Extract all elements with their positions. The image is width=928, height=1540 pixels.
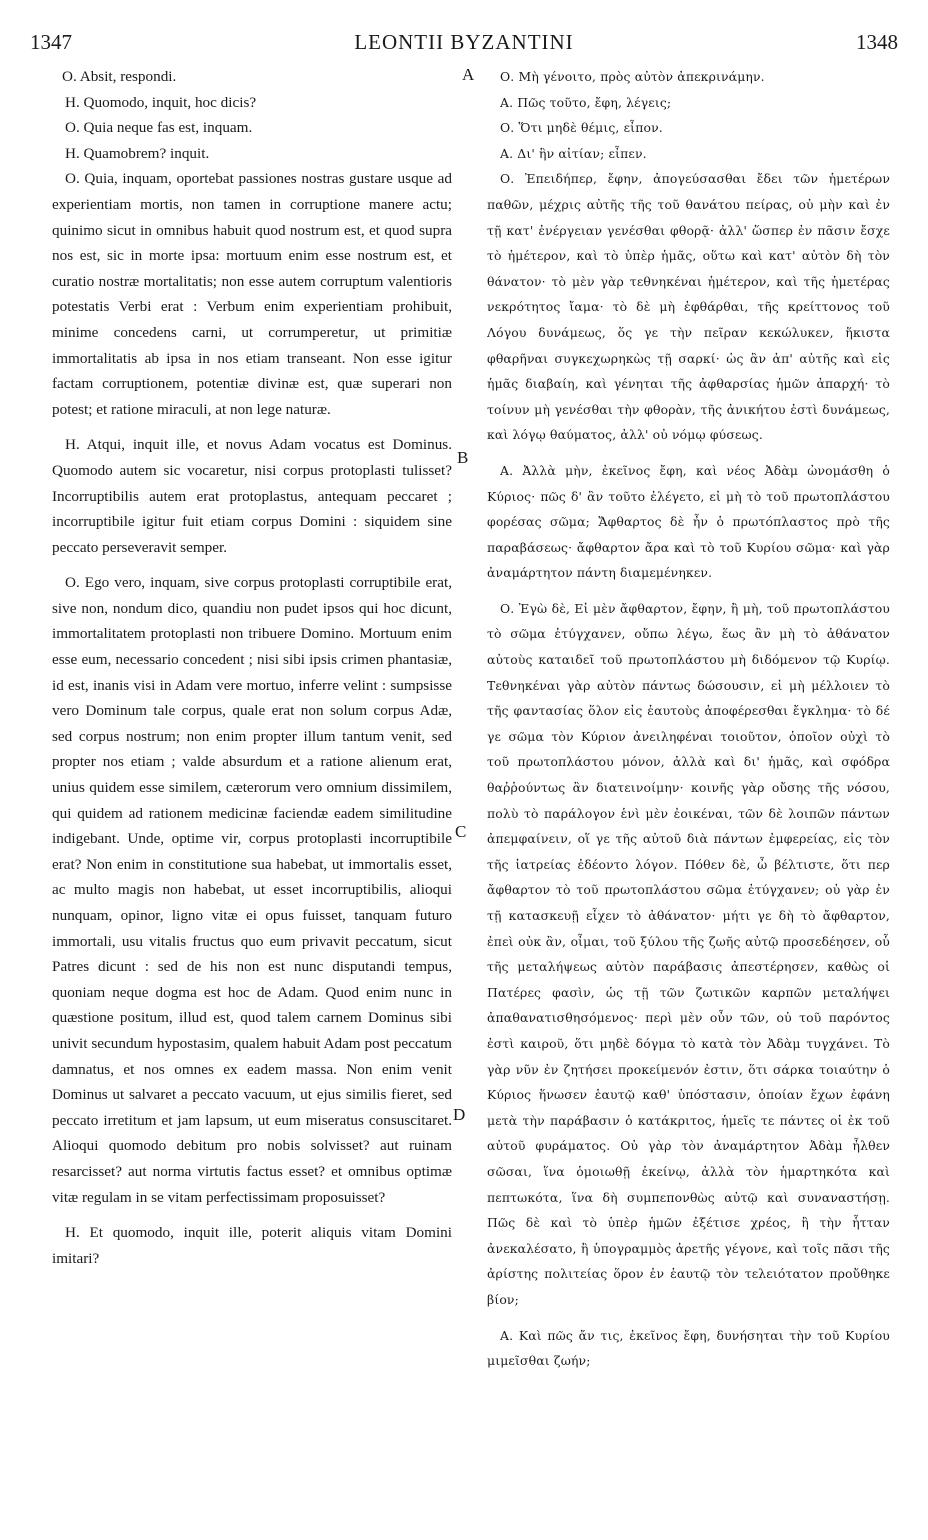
greek-line: Α. Δι' ἣν αἰτίαν; εἶπεν.	[500, 145, 647, 161]
greek-paragraph: Ο. Ἐγὼ δὲ, Εἰ μὲν ἄφθαρτον, ἔφην, ἢ μὴ, τοῦ πρωτοπλάστου τὸ σῶμα ἐτύγχανεν, οὔπω λέγω, ἕως ἂν μὴ τὸ ἀθάνατον αὐτοὺς καταιδεῖ τοῦ πρωτοπλάστου μὴ διδόμενον τῷ Κυρίῳ. Τεθνηκέναι γὰρ αὐτὸν πάντως δώσουσιν, εἰ μὴ μέλλοιεν τὸ τῆς φαντασίας ὅλον εἰς ἑαυτοὺς ἀποφέρεσθαι ἔγκλημα· τὸ δέ γε σῶμα τὸν Κύριον ἀνειληφέναι τοιοῦτον, ὁποῖον οὐχὶ τὸ τοῦ πρωτοπλάστου μόνον, ἀλλὰ καὶ δι' ἡμᾶς, καὶ σφόδρα θαῤῥούντως ἂν διατεινοίμην· κοινῆς γὰρ οὔσης τῆς νόσου, πολὺ τὸ παράλογον ἑνὶ μὲν ἐοικέναι, τῶν δὲ λοιπῶν πάντων ἀπεμφαίνειν, οἵ γε τῆς αὐτοῦ διὰ πάντων ἐμφερείας, εἰς τὸν τῆς ἰατρείας ἐδέοντο λόγον. Πόθεν δὲ, ὦ βέλτιστε, ὅτι περ ἄφθαρτον τὸ τοῦ πρωτοπλάστου σῶμα ἐτύγχανεν; οὐ γὰρ ἐν τῇ κατασκευῇ εἶχεν τὸ ἀθάνατον· μήτι γε δὴ τὸ ἄφθαρτον, ἐπεὶ οὐκ ἂν, οἶμαι, τοῦ ξύλου τῆς ζωῆς αὐτῷ προσεδέησεν, οὗ τῆς μεταλήψεως αὐτὸν παράβασις ἀπεστέρησεν, καθὼς οἱ Πατέρες φασὶν, ὡς τῇ τῶν ζωτικῶν καρπῶν μεταλήψει ἀπαθανατισθησόμενος· περὶ μὲν οὖν τῶν, οὐ τοῦ παρόντος ἐστὶ καιροῦ, ὅτι μηδὲ δόγμα τὸ κατὰ τὸν Ἀδὰμ τυγχάνει. Τὸ γὰρ νῦν ἐν ζητήσει προκείμενόν ἐστιν, ὅτι σάρκα τοιαύτην ὁ Κύριος ἥνωσεν ἑαυτῷ καθ' ὑπόστασιν, ὁποίαν ἔχων ἐφάνη μετὰ τὴν παράβασιν ὁ κατάκριτος, ἡμεῖς τε πάντες οἱ ἐκ τοῦ αὐτοῦ φυράματος. Οὐ γὰρ τὸν ἀναμάρτητον Ἀδὰμ ἦλθεν σῶσαι, ἵνα ὁμοιωθῇ ἐκείνῳ, ἀλλὰ τὸν ἡμαρτηκότα καὶ πεπτωκότα, ἵνα δὴ συμπεπονθὼς αὐτῷ καὶ συναναστήσῃ. Πῶς δὲ καὶ τὸ ὑπὲρ ἡμῶν ἐξέτισε χρέος, ἢ τὴν ἧτταν ἀνεκαλέσατο, ἢ ὑπογραμμὸς ἀρετῆς γέγονε, καὶ τοῖς πᾶσι τῆς ἀρίστης πολιτείας ὅρον ἐν ἑαυτῷ τὸν τελειότατον προὔθηκε βίον;	[487, 600, 890, 1307]
latin-paragraph: H. Et quomodo, inquit ille, poterit aliquis vitam Domini imitari?	[52, 1224, 452, 1267]
latin-line: H. Quamobrem? inquit.	[65, 144, 210, 162]
page-number-left: 1347	[30, 30, 72, 54]
latin-line: O. Absit, respondi.	[62, 68, 177, 85]
section-marker-d: D	[453, 1105, 466, 1124]
greek-paragraph: Α. Ἀλλὰ μὴν, ἐκεῖνος ἔφη, καὶ νέος Ἀδὰμ ὠνομάσθη ὁ Κύριος· πῶς δ' ἂν τοῦτο ἐλέγετο, εἰ μὴ τὸ τοῦ πρωτοπλάστου φορέσας σῶμα; Ἄφθαρτος δὲ ἦν ὁ πρωτόπλαστος πρὸ τῆς παραβάσεως· ἄφθαρτον ἄρα καὶ τὸ τοῦ Κυρίου σῶμα· καὶ γὰρ ἀναμάρτητον πάντη διαμεμένηκεν.	[487, 462, 890, 581]
greek-paragraph: Ο. Ἐπειδήπερ, ἔφην, ἀπογεύσασθαι ἔδει τῶν ἡμετέρων παθῶν, μέχρις αὐτῆς τῆς τοῦ θανάτου πείρας, οὐ μὴν καὶ ἐν τῇ κατ' ἐνέργειαν γενέσθαι φθορᾷ· ἀλλ' ὥσπερ ἐν πᾶσιν ἔσχε τὸ ἡμέτερον, καὶ τὸ ὑπὲρ ἡμᾶς, οὕτω καὶ κατ' αὐτὸν δὴ τὸν θάνατον· τὸ μὲν γὰρ τεθνηκέναι ἡμέτερον, καὶ τῆς ἡμετέρας νεκρότητος ἴαμα· τὸ δὲ μὴ ἐφθάρθαι, τῆς κρείττονος τοῦ Λόγου δυνάμεως, ὅς γε τὴν πεῖραν κεκώλυκεν, ἥκιστα φθαρῆναι συγκεχωρηκὼς τῇ σαρκί· ὡς ἂν ἀπ' αὐτῆς καὶ εἰς ἡμᾶς διαβαίη, καὶ γένηται τῆς ἀφθαρσίας ἡμῶν ἀπαρχή· τὸ τοίνυν μὴ γενέσθαι τὴν φθορὰν, τῆς ἀνικήτου ἐστὶ δυνάμεως, καὶ λόγῳ θαύματος, ἀλλ' οὐ νόμῳ φύσεως.	[487, 171, 890, 443]
latin-paragraph: H. Atqui, inquit ille, et novus Adam vocatus est Dominus. Quomodo autem sic vocaretur, nisi corpus protoplasti tulisset? Incorruptibilis autem erat protoplastus, antequam peccaret ; incorruptibile igitur fuit etiam corpus Domini : siquidem sine peccato perseveravit semper.	[52, 436, 452, 556]
section-marker-a: A	[462, 65, 475, 84]
greek-line: Α. Πῶς τοῦτο, ἔφη, λέγεις;	[500, 94, 672, 110]
running-title: LEONTII BYZANTINI	[354, 30, 574, 54]
greek-paragraph: Α. Καὶ πῶς ἄν τις, ἐκεῖνος ἔφη, δυνήσηται τὴν τοῦ Κυρίου μιμεῖσθαι ζωήν;	[487, 1327, 890, 1369]
greek-column	[487, 64, 890, 1374]
section-marker-b: B	[457, 448, 469, 467]
page-number-right: 1348	[856, 30, 898, 54]
section-marker-c: C	[455, 822, 467, 841]
greek-line: Ο. Ὅτι μηδὲ θέμις, εἶπον.	[500, 120, 663, 136]
greek-line: Ο. Μὴ γένοιτο, πρὸς αὐτὸν ἀπεκρινάμην.	[500, 69, 765, 84]
latin-column	[52, 64, 452, 1271]
latin-paragraph: O. Ego vero, inquam, sive corpus protoplasti corruptibile erat, sive non, nondum dico, quandiu non pudet ipsos qui hoc dicunt, immortalitatem protoplasti non tribuere Domino. Mortuum enim esse eum, necessario concedent ; nisi sibi ipsis crimen phantasiæ, id est, inanis visi in Adam vere mortuo, inferre velint : sumpsisse vero Dominum tale corpus, quale erat non solum corpus Adæ, sed corpus nostrum; non enim propter illum tantum venit, sed propter nos etiam ; valde absurdum et a ratione alienum erat, unius quidem esse similem, cæterorum vero omnium dissimilem, qui quidem ad rationem medicinæ faciendæ eadem similitudine indigebant. Unde, optime vir, corpus protoplasti incorruptibile erat? Non enim in constitutione sua habebat, ut immortalis esset, ac multo magis non habebat, ut esset incorruptibilis, alioqui nunquam, opinor, ligno vitæ ei opus fuisset, tanquam futuro immortali, usu vitalis fructus quo eum privavit peccatum, sicut Patres dicunt : sed de his non est nunc disputandi tempus, quoniam neque dogma est hoc de Adam. Quod enim nunc in quæstione positum, illud est, quod talem carnem Dominus sibi univit secundum hypostasim, qualem habuit Adam post peccatum damnatus, et nos omnes ex eadem massa. Non enim venit Dominus ut salvaret a peccato vacuum, ut ejus similis fieret, sed peccato irretitum et jam lapsum, ut eum miseratus consuscitaret. Alioqui quomodo debitum pro nobis solvisset? aut ruinam resarcisset? aut norma virtutis factus esset? et omnibus optimæ vitæ regulam in se vitam perfectissimam proposuisset?	[52, 574, 452, 1206]
page-header	[30, 30, 898, 56]
latin-line: H. Quomodo, inquit, hoc dicis?	[65, 93, 257, 111]
latin-line: O. Quia neque fas est, inquam.	[65, 119, 253, 137]
latin-paragraph: O. Quia, inquam, oportebat passiones nostras gustare usque ad experientiam mortis, non tamen in corruptione manere actu; quinimo sicut in omnibus habuit quod nostrum est, et quod supra nos est, sic in morte ipsa: mortuum enim esse nostrum est, et curatio nostræ mortalitatis; non esse autem corruptum valentioris potestatis Verbi erat : Verbum enim experientiam prohibuit, minime concedens carni, ut corrumperetur, ut primitiæ immortalitatis ab ipsa in nos etiam transeant. Non esse igitur factam corruptionem, potentiæ divinæ est, quæ superari non potest; et ratione miraculi, at non lege naturæ.	[52, 170, 452, 418]
